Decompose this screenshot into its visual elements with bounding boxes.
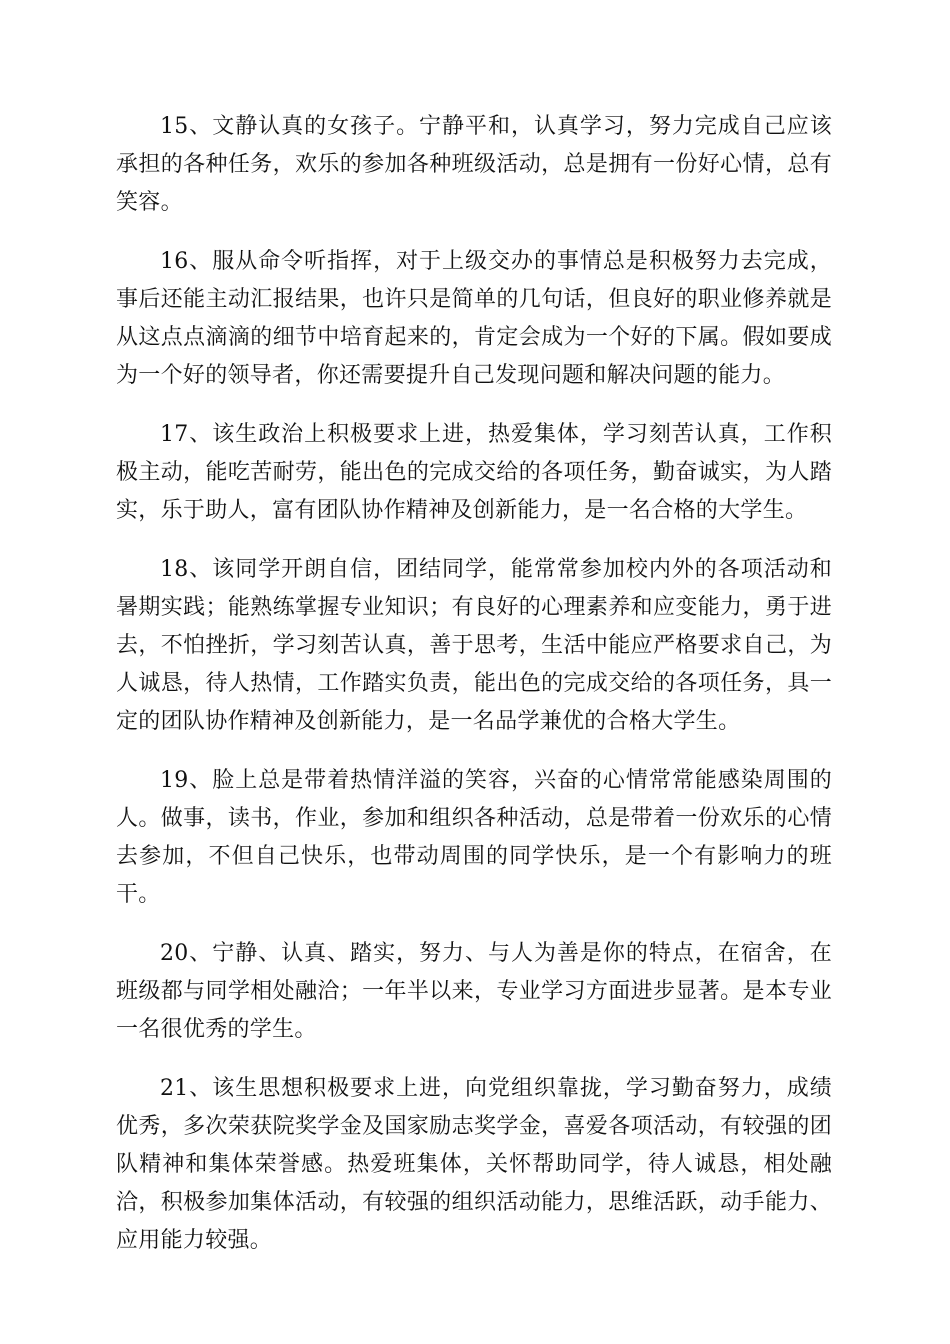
paragraph-21: 21、该生思想积极要求上进，向党组织靠拢，学习勤奋努力，成绩优秀，多次荣获院奖学金及国家励志奖学金，喜爱各项活动，有较强的团队精神和集体荣誉感。热爱班集体，关怀帮助同学，待人诚恳，相处融洽，积极参加集体活动，有较强的组织活动能力，思维活跃，动手能力、应用能力较强。 (116, 1076, 832, 1253)
paragraph-18: 18、该同学开朗自信，团结同学，能常常参加校内外的各项活动和暑期实践；能熟练掌握专业知识；有良好的心理素养和应变能力，勇于进去，不怕挫折，学习刻苦认真，善于思考，生活中能应严格要求自己，为人诚恳，待人热情，工作踏实负责，能出色的完成交给的各项任务，具一定的团队协作精神及创新能力，是一名品学兼优的合格大学生。 (116, 557, 832, 734)
paragraph-20: 20、宁静、认真、踏实，努力、与人为善是你的特点，在宿舍，在班级都与同学相处融洽；一年半以来，专业学习方面进步显著。是本专业一名很优秀的学生。 (116, 941, 832, 1042)
paragraph-16: 16、服从命令听指挥，对于上级交办的事情总是积极努力去完成，事后还能主动汇报结果，也许只是简单的几句话，但良好的职业修养就是从这点点滴滴的细节中培育起来的，肯定会成为一个好的下属。假如要成为一个好的领导者，你还需要提升自己发现问题和解决问题的能力。 (116, 249, 832, 388)
document-page (116, 108, 832, 1281)
paragraph-19: 19、脸上总是带着热情洋溢的笑容，兴奋的心情常常能感染周围的人。做事，读书，作业，参加和组织各种活动，总是带着一份欢乐的心情去参加，不但自己快乐，也带动周围的同学快乐，是一个有影响力的班干。 (116, 768, 832, 907)
paragraph-15: 15、文静认真的女孩子。宁静平和，认真学习，努力完成自己应该承担的各种任务，欢乐的参加各种班级活动，总是拥有一份好心情，总有笑容。 (116, 114, 832, 215)
paragraph-17: 17、该生政治上积极要求上进，热爱集体，学习刻苦认真，工作积极主动，能吃苦耐劳，能出色的完成交给的各项任务，勤奋诚实，为人踏实，乐于助人，富有团队协作精神及创新能力，是一名合格的大学生。 (116, 422, 832, 523)
